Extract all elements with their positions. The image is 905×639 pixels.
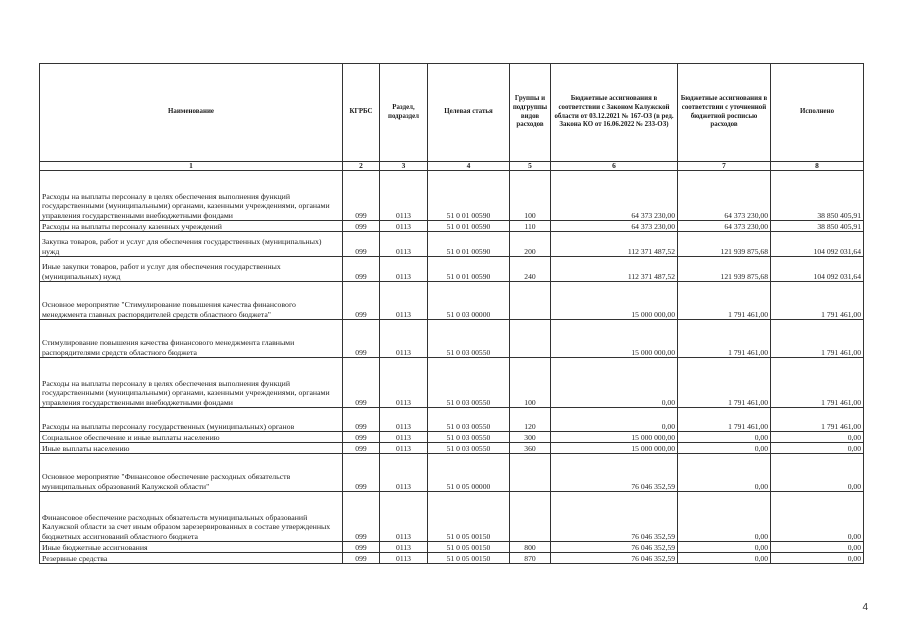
column-number: 4 <box>428 162 510 171</box>
row-section: 0113 <box>380 553 428 564</box>
row-group <box>510 320 551 358</box>
table-row <box>40 171 864 221</box>
row-target: 51 0 05 00150 <box>428 542 510 553</box>
column-number-row <box>40 162 864 171</box>
header-refined-allocations: Бюджетные ассигнования в соответствии с уточненной бюджетной росписью расходов <box>678 64 771 162</box>
row-kgrbs: 099 <box>343 454 380 492</box>
row-refined-amount: 0,00 <box>678 443 771 454</box>
table-row <box>40 553 864 564</box>
row-section: 0113 <box>380 542 428 553</box>
row-law-amount: 112 371 487,52 <box>551 257 678 282</box>
row-section: 0113 <box>380 432 428 443</box>
row-executed-amount: 0,00 <box>771 553 864 564</box>
row-section: 0113 <box>380 257 428 282</box>
table-row <box>40 542 864 553</box>
row-executed-amount: 38 850 405,91 <box>771 221 864 232</box>
row-section: 0113 <box>380 454 428 492</box>
row-law-amount: 112 371 487,52 <box>551 232 678 257</box>
row-kgrbs: 099 <box>343 432 380 443</box>
row-refined-amount: 0,00 <box>678 432 771 443</box>
row-group: 110 <box>510 221 551 232</box>
row-target: 51 0 03 00550 <box>428 443 510 454</box>
table-row <box>40 320 864 358</box>
row-group: 100 <box>510 358 551 408</box>
row-law-amount: 64 373 230,00 <box>551 221 678 232</box>
row-executed-amount: 0,00 <box>771 443 864 454</box>
row-group: 870 <box>510 553 551 564</box>
table-row <box>40 282 864 320</box>
row-law-amount: 15 000 000,00 <box>551 282 678 320</box>
row-kgrbs: 099 <box>343 232 380 257</box>
row-kgrbs: 099 <box>343 282 380 320</box>
row-group <box>510 492 551 542</box>
row-executed-amount: 1 791 461,00 <box>771 320 864 358</box>
column-number: 8 <box>771 162 864 171</box>
row-kgrbs: 099 <box>343 257 380 282</box>
row-section: 0113 <box>380 358 428 408</box>
row-target: 51 0 01 00590 <box>428 232 510 257</box>
row-target: 51 0 03 00550 <box>428 432 510 443</box>
row-section: 0113 <box>380 232 428 257</box>
row-target: 51 0 01 00590 <box>428 171 510 221</box>
row-kgrbs: 099 <box>343 542 380 553</box>
row-group: 120 <box>510 408 551 432</box>
row-section: 0113 <box>380 492 428 542</box>
row-group <box>510 454 551 492</box>
row-target: 51 0 03 00550 <box>428 408 510 432</box>
row-kgrbs: 099 <box>343 358 380 408</box>
row-name: Иные закупки товаров, работ и услуг для обеспечения государственных (муниципальных) нужд <box>40 257 343 282</box>
row-name: Основное мероприятие "Финансовое обеспечение расходных обязательств муниципальных образований Калужской области" <box>40 454 343 492</box>
row-executed-amount: 1 791 461,00 <box>771 282 864 320</box>
row-target: 51 0 05 00150 <box>428 553 510 564</box>
table-row <box>40 358 864 408</box>
page-number: 4 <box>862 602 868 613</box>
row-executed-amount: 1 791 461,00 <box>771 358 864 408</box>
row-law-amount: 76 046 352,59 <box>551 542 678 553</box>
row-kgrbs: 099 <box>343 443 380 454</box>
row-name: Основное мероприятие "Стимулирование повышения качества финансового менеджмента главных распорядителей средств областного бюджета" <box>40 282 343 320</box>
row-kgrbs: 099 <box>343 553 380 564</box>
row-refined-amount: 0,00 <box>678 454 771 492</box>
row-law-amount: 76 046 352,59 <box>551 553 678 564</box>
row-refined-amount: 0,00 <box>678 492 771 542</box>
row-law-amount: 76 046 352,59 <box>551 454 678 492</box>
row-target: 51 0 03 00550 <box>428 320 510 358</box>
header-executed: Исполнено <box>771 64 864 162</box>
row-law-amount: 76 046 352,59 <box>551 492 678 542</box>
row-executed-amount: 0,00 <box>771 432 864 443</box>
row-kgrbs: 099 <box>343 492 380 542</box>
row-group: 200 <box>510 232 551 257</box>
table-row <box>40 454 864 492</box>
row-name: Иные выплаты населению <box>40 443 343 454</box>
header-law-allocations: Бюджетные ассигнования в соответствии с Законом Калужской области от 03.12.2021 № 167-ОЗ (в ред. Закона КО от 16.06.2022 № 233-ОЗ) <box>551 64 678 162</box>
header-kgrbs: КГРБС <box>343 64 380 162</box>
row-kgrbs: 099 <box>343 221 380 232</box>
row-refined-amount: 1 791 461,00 <box>678 320 771 358</box>
row-executed-amount: 38 850 405,91 <box>771 171 864 221</box>
row-name: Расходы на выплаты персоналу государственных (муниципальных) органов <box>40 408 343 432</box>
column-number: 1 <box>40 162 343 171</box>
row-law-amount: 0,00 <box>551 358 678 408</box>
row-group: 240 <box>510 257 551 282</box>
row-executed-amount: 1 791 461,00 <box>771 408 864 432</box>
row-kgrbs: 099 <box>343 320 380 358</box>
row-name: Расходы на выплаты персоналу казенных учреждений <box>40 221 343 232</box>
row-refined-amount: 121 939 875,68 <box>678 257 771 282</box>
row-executed-amount: 0,00 <box>771 542 864 553</box>
column-number: 5 <box>510 162 551 171</box>
row-refined-amount: 0,00 <box>678 542 771 553</box>
row-section: 0113 <box>380 443 428 454</box>
row-target: 51 0 03 00000 <box>428 282 510 320</box>
row-refined-amount: 64 373 230,00 <box>678 171 771 221</box>
row-name: Закупка товаров, работ и услуг для обеспечения государственных (муниципальных) нужд <box>40 232 343 257</box>
row-name: Финансовое обеспечение расходных обязательств муниципальных образований Калужской области за счет иным образом зарезервированных в составе утвержденных бюджетных ассигнований областного бюджета <box>40 492 343 542</box>
row-name: Расходы на выплаты персоналу в целях обеспечения выполнения функций государственными (муниципальными) органами, казенными учреждениями, органами управления государственными внебюджетными фондами <box>40 358 343 408</box>
row-kgrbs: 099 <box>343 171 380 221</box>
row-refined-amount: 64 373 230,00 <box>678 221 771 232</box>
row-name: Стимулирование повышения качества финансового менеджмента главными распорядителями средств областного бюджета <box>40 320 343 358</box>
table-row <box>40 221 864 232</box>
header-section: Раздел, подраздел <box>380 64 428 162</box>
table-row <box>40 408 864 432</box>
budget-table <box>39 63 864 564</box>
row-executed-amount: 104 092 031,64 <box>771 257 864 282</box>
row-section: 0113 <box>380 171 428 221</box>
column-number: 2 <box>343 162 380 171</box>
row-group: 100 <box>510 171 551 221</box>
table-row <box>40 443 864 454</box>
row-executed-amount: 0,00 <box>771 454 864 492</box>
row-law-amount: 0,00 <box>551 408 678 432</box>
row-refined-amount: 1 791 461,00 <box>678 358 771 408</box>
row-section: 0113 <box>380 320 428 358</box>
row-refined-amount: 1 791 461,00 <box>678 282 771 320</box>
row-target: 51 0 01 00590 <box>428 221 510 232</box>
row-law-amount: 15 000 000,00 <box>551 320 678 358</box>
row-law-amount: 64 373 230,00 <box>551 171 678 221</box>
table-row <box>40 492 864 542</box>
row-target: 51 0 03 00550 <box>428 358 510 408</box>
row-refined-amount: 1 791 461,00 <box>678 408 771 432</box>
row-group: 300 <box>510 432 551 443</box>
row-target: 51 0 01 00590 <box>428 257 510 282</box>
column-number: 3 <box>380 162 428 171</box>
row-section: 0113 <box>380 282 428 320</box>
header-target-article: Целевая статья <box>428 64 510 162</box>
row-name: Расходы на выплаты персоналу в целях обеспечения выполнения функций государственными (муниципальными) органами, казенными учреждениями, органами управления государственными внебюджетными фондами <box>40 171 343 221</box>
row-section: 0113 <box>380 221 428 232</box>
header-row <box>40 64 864 162</box>
header-expense-group: Группы и подгруппы видов расходов <box>510 64 551 162</box>
row-name: Резервные средства <box>40 553 343 564</box>
row-refined-amount: 0,00 <box>678 553 771 564</box>
row-name: Иные бюджетные ассигнования <box>40 542 343 553</box>
row-kgrbs: 099 <box>343 408 380 432</box>
column-number: 7 <box>678 162 771 171</box>
table-row <box>40 257 864 282</box>
row-group: 360 <box>510 443 551 454</box>
row-group: 800 <box>510 542 551 553</box>
column-number: 6 <box>551 162 678 171</box>
row-target: 51 0 05 00150 <box>428 492 510 542</box>
table-row <box>40 232 864 257</box>
header-name: Наименование <box>40 64 343 162</box>
table-row <box>40 432 864 443</box>
row-law-amount: 15 000 000,00 <box>551 443 678 454</box>
row-executed-amount: 0,00 <box>771 492 864 542</box>
row-target: 51 0 05 00000 <box>428 454 510 492</box>
row-section: 0113 <box>380 408 428 432</box>
row-executed-amount: 104 092 031,64 <box>771 232 864 257</box>
row-group <box>510 282 551 320</box>
row-law-amount: 15 000 000,00 <box>551 432 678 443</box>
row-refined-amount: 121 939 875,68 <box>678 232 771 257</box>
row-name: Социальное обеспечение и иные выплаты населению <box>40 432 343 443</box>
